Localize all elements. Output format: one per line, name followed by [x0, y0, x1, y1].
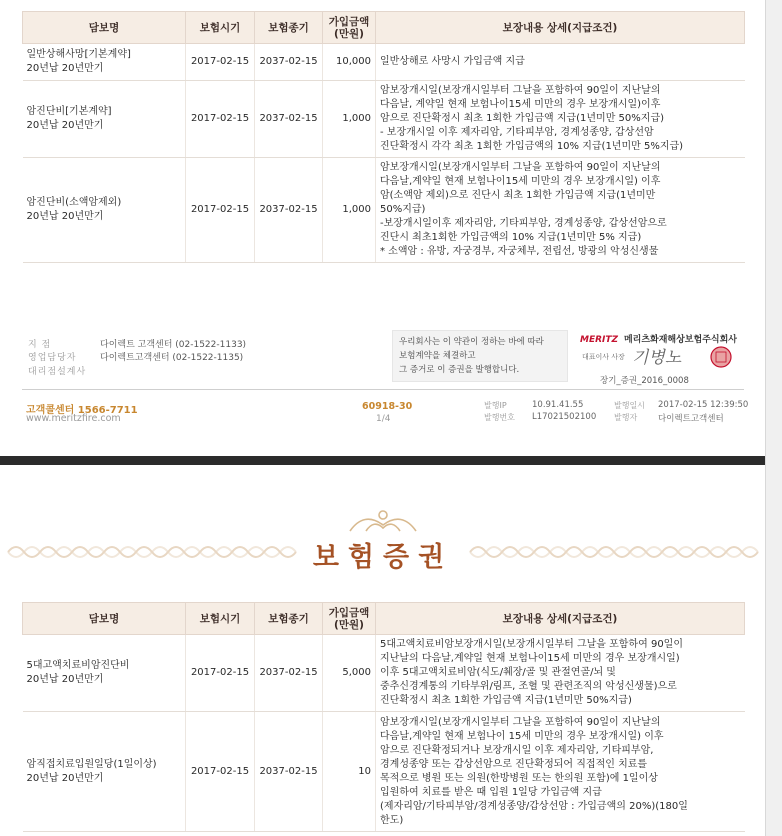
issuer-label: 발행자: [614, 413, 638, 422]
ceo-label: 대표이사 사장: [582, 353, 625, 361]
form-number: 60918-30: [362, 401, 413, 412]
issue-ip-value: 10.91.41.55: [532, 400, 584, 410]
coverage-start: 2017-02-15: [186, 635, 255, 712]
table-row: [23, 712, 745, 832]
coverage-amount: 10: [323, 712, 376, 832]
branch-label: 지 점: [28, 340, 52, 350]
vertical-scrollbar[interactable]: [765, 0, 782, 836]
issue-number-label: 발행번호: [484, 413, 515, 422]
policy-page-2: [0, 465, 766, 836]
table-row: [23, 81, 745, 158]
coverage-start: 2017-02-15: [186, 44, 255, 81]
coverage-detail: 암보장개시일(보장개시일부터 그날을 포함하여 90일이 지난날의 다음날,계약일 현재 보험나이 15세 미만의 경우 보장개시일) 이후 암으로 진단확정되거나 보장개시일 이후 제자리암, 기타피부암, 경계성종양 또는 갑상선암으로 진단확정되어 직접적인 치료를 목적으로 병원 또는 의원(한방병원 또는 한의원 포함)에 1일이상 입원하여 치료를 받은 때 입원 1일당 가입금액 지급 (제자리암/기타피부암/경계성종양/갑상선암 : 가입금액의 20%)(180일 한도): [376, 712, 745, 832]
table-row: [23, 44, 745, 81]
col-header-end: 보험종기: [255, 12, 323, 44]
coverage-table-bottom: [22, 602, 745, 832]
table-header-row: [23, 603, 745, 635]
table-header-row: [23, 12, 745, 44]
issuer-value: 다이렉트고객센터: [658, 414, 724, 424]
issuance-text: 우리회사는 이 약관이 정하는 바에 따라 보험계약을 체결하고 그 증거로 이 증권을 발행합니다.: [399, 337, 544, 375]
coverage-end: 2037-02-15: [255, 44, 323, 81]
issue-date-label: 발행일시: [614, 401, 645, 410]
certificate-title: [0, 535, 766, 574]
branch-value: 다이렉트 고객센터 (02-1522-1133): [100, 340, 247, 350]
agent-value: 다이렉트고객센터 (02-1522-1135): [100, 353, 244, 363]
coverage-detail: 암보장개시일(보장개시일부터 그날을 포함하여 90일이 지난날의 다음날,계약일 현재 보험나이15세 미만의 경우 보장개시일) 이후 암(소액암 제외)으로 진단시 최초 1회한 가입금액 지급(1년미만 50%지급) -보장개시일이후 제자리암, 기타피부암, 경계성종양, 갑상선암으로 진단시 최초1회한 가입금액의 10% 지급(1년미만 5% 지급) * 소액암 : 유방, 자궁경부, 자궁체부, 전립선, 방광의 악성신생물: [376, 158, 745, 263]
coverage-detail: 일반상해로 사망시 가입금액 지급: [376, 44, 745, 81]
coverage-end: 2037-02-15: [255, 81, 323, 158]
coverage-detail: 암보장개시일(보장개시일부터 그날을 포함하여 90일이 지난날의 다음날, 계약일 현재 보험나이15세 미만의 경우 보장개시일)이후 암으로 진단확정시 최초 1회한 가입금액 지급(1년미만 50%지급) - 보장개시일 이후 제자리암, 기타피부암, 경계성종양, 갑상선암 진단확정시 각각 최초 1회한 가입금액의 10% 지급(1년미만 5%지급): [376, 81, 745, 158]
coverage-start: 2017-02-15: [186, 712, 255, 832]
acting-agent-label: 대리점설계사: [28, 367, 87, 377]
certificate-title-text: 보험증권: [307, 542, 459, 573]
coverage-end: 2037-02-15: [255, 158, 323, 263]
col-header-start: 보험시기: [186, 12, 255, 44]
website-link[interactable]: www.meritzfire.com: [26, 413, 121, 424]
document-code: 장기_증권_2016_0008: [600, 376, 689, 386]
coverage-detail: 5대고액치료비암보장개시일(보장개시일부터 그날을 포함하여 90일이 지난날의 다음날,계약일 현재 보험나이15세 미만의 경우 보장개시일) 이후 5대고액치료비암(식도/췌장/골 및 관절연골/뇌 및 중추신경계통의 기타부위/림프, 조혈 및 관련조직의 악성신생물)으로 진단확정시 최초 1회한 가입금액 지급(1년미만 50%지급): [376, 635, 745, 712]
brand-mark: MERITZ: [580, 335, 619, 345]
table-row: [23, 158, 745, 263]
page-separator: [0, 456, 766, 465]
coverage-amount: 10,000: [323, 44, 376, 81]
coverage-name: 암진단비[기본계약] 20년납 20년만기: [23, 81, 186, 158]
coverage-end: 2037-02-15: [255, 712, 323, 832]
col-header-end: 보험종기: [255, 603, 323, 635]
coverage-start: 2017-02-15: [186, 158, 255, 263]
col-header-start: 보험시기: [186, 603, 255, 635]
issue-ip-label: 발행IP: [484, 401, 507, 410]
page-number: 1/4: [376, 414, 391, 424]
col-header-name: 담보명: [23, 12, 186, 44]
footer-divider: [22, 389, 744, 390]
col-header-amount: 가입금액 (만원): [323, 12, 376, 44]
coverage-name: 암직접치료입원일당(1일이상) 20년납 20년만기: [23, 712, 186, 832]
coverage-name: 암진단비(소액암제외) 20년납 20년만기: [23, 158, 186, 263]
coverage-amount: 1,000: [323, 158, 376, 263]
ceo-signature: 기병노: [632, 348, 682, 368]
coverage-table-top: [22, 11, 745, 263]
issue-date-value: 2017-02-15 12:39:50: [658, 400, 749, 410]
callcenter: 고객콜센터 1566-7711: [26, 405, 138, 416]
crown-ornament-icon: [346, 507, 420, 535]
col-header-detail: 보장내용 상세(지급조건): [376, 12, 745, 44]
coverage-end: 2037-02-15: [255, 635, 323, 712]
col-header-name: 담보명: [23, 603, 186, 635]
issue-number-value: L17021502100: [532, 412, 597, 422]
col-header-detail: 보장내용 상세(지급조건): [376, 603, 745, 635]
company-name: 메리츠화재해상보험주식회사: [623, 335, 737, 345]
coverage-amount: 1,000: [323, 81, 376, 158]
coverage-name: 5대고액치료비암진단비 20년납 20년만기: [23, 635, 186, 712]
agent-label: 영업담당자: [28, 353, 77, 363]
issuance-statement: [392, 330, 568, 382]
col-header-amount: 가입금액 (만원): [323, 603, 376, 635]
coverage-name: 일반상해사망[기본계약] 20년납 20년만기: [23, 44, 186, 81]
coverage-start: 2017-02-15: [186, 81, 255, 158]
table-row: [23, 635, 745, 712]
company-seal-icon: [710, 346, 732, 368]
coverage-amount: 5,000: [323, 635, 376, 712]
